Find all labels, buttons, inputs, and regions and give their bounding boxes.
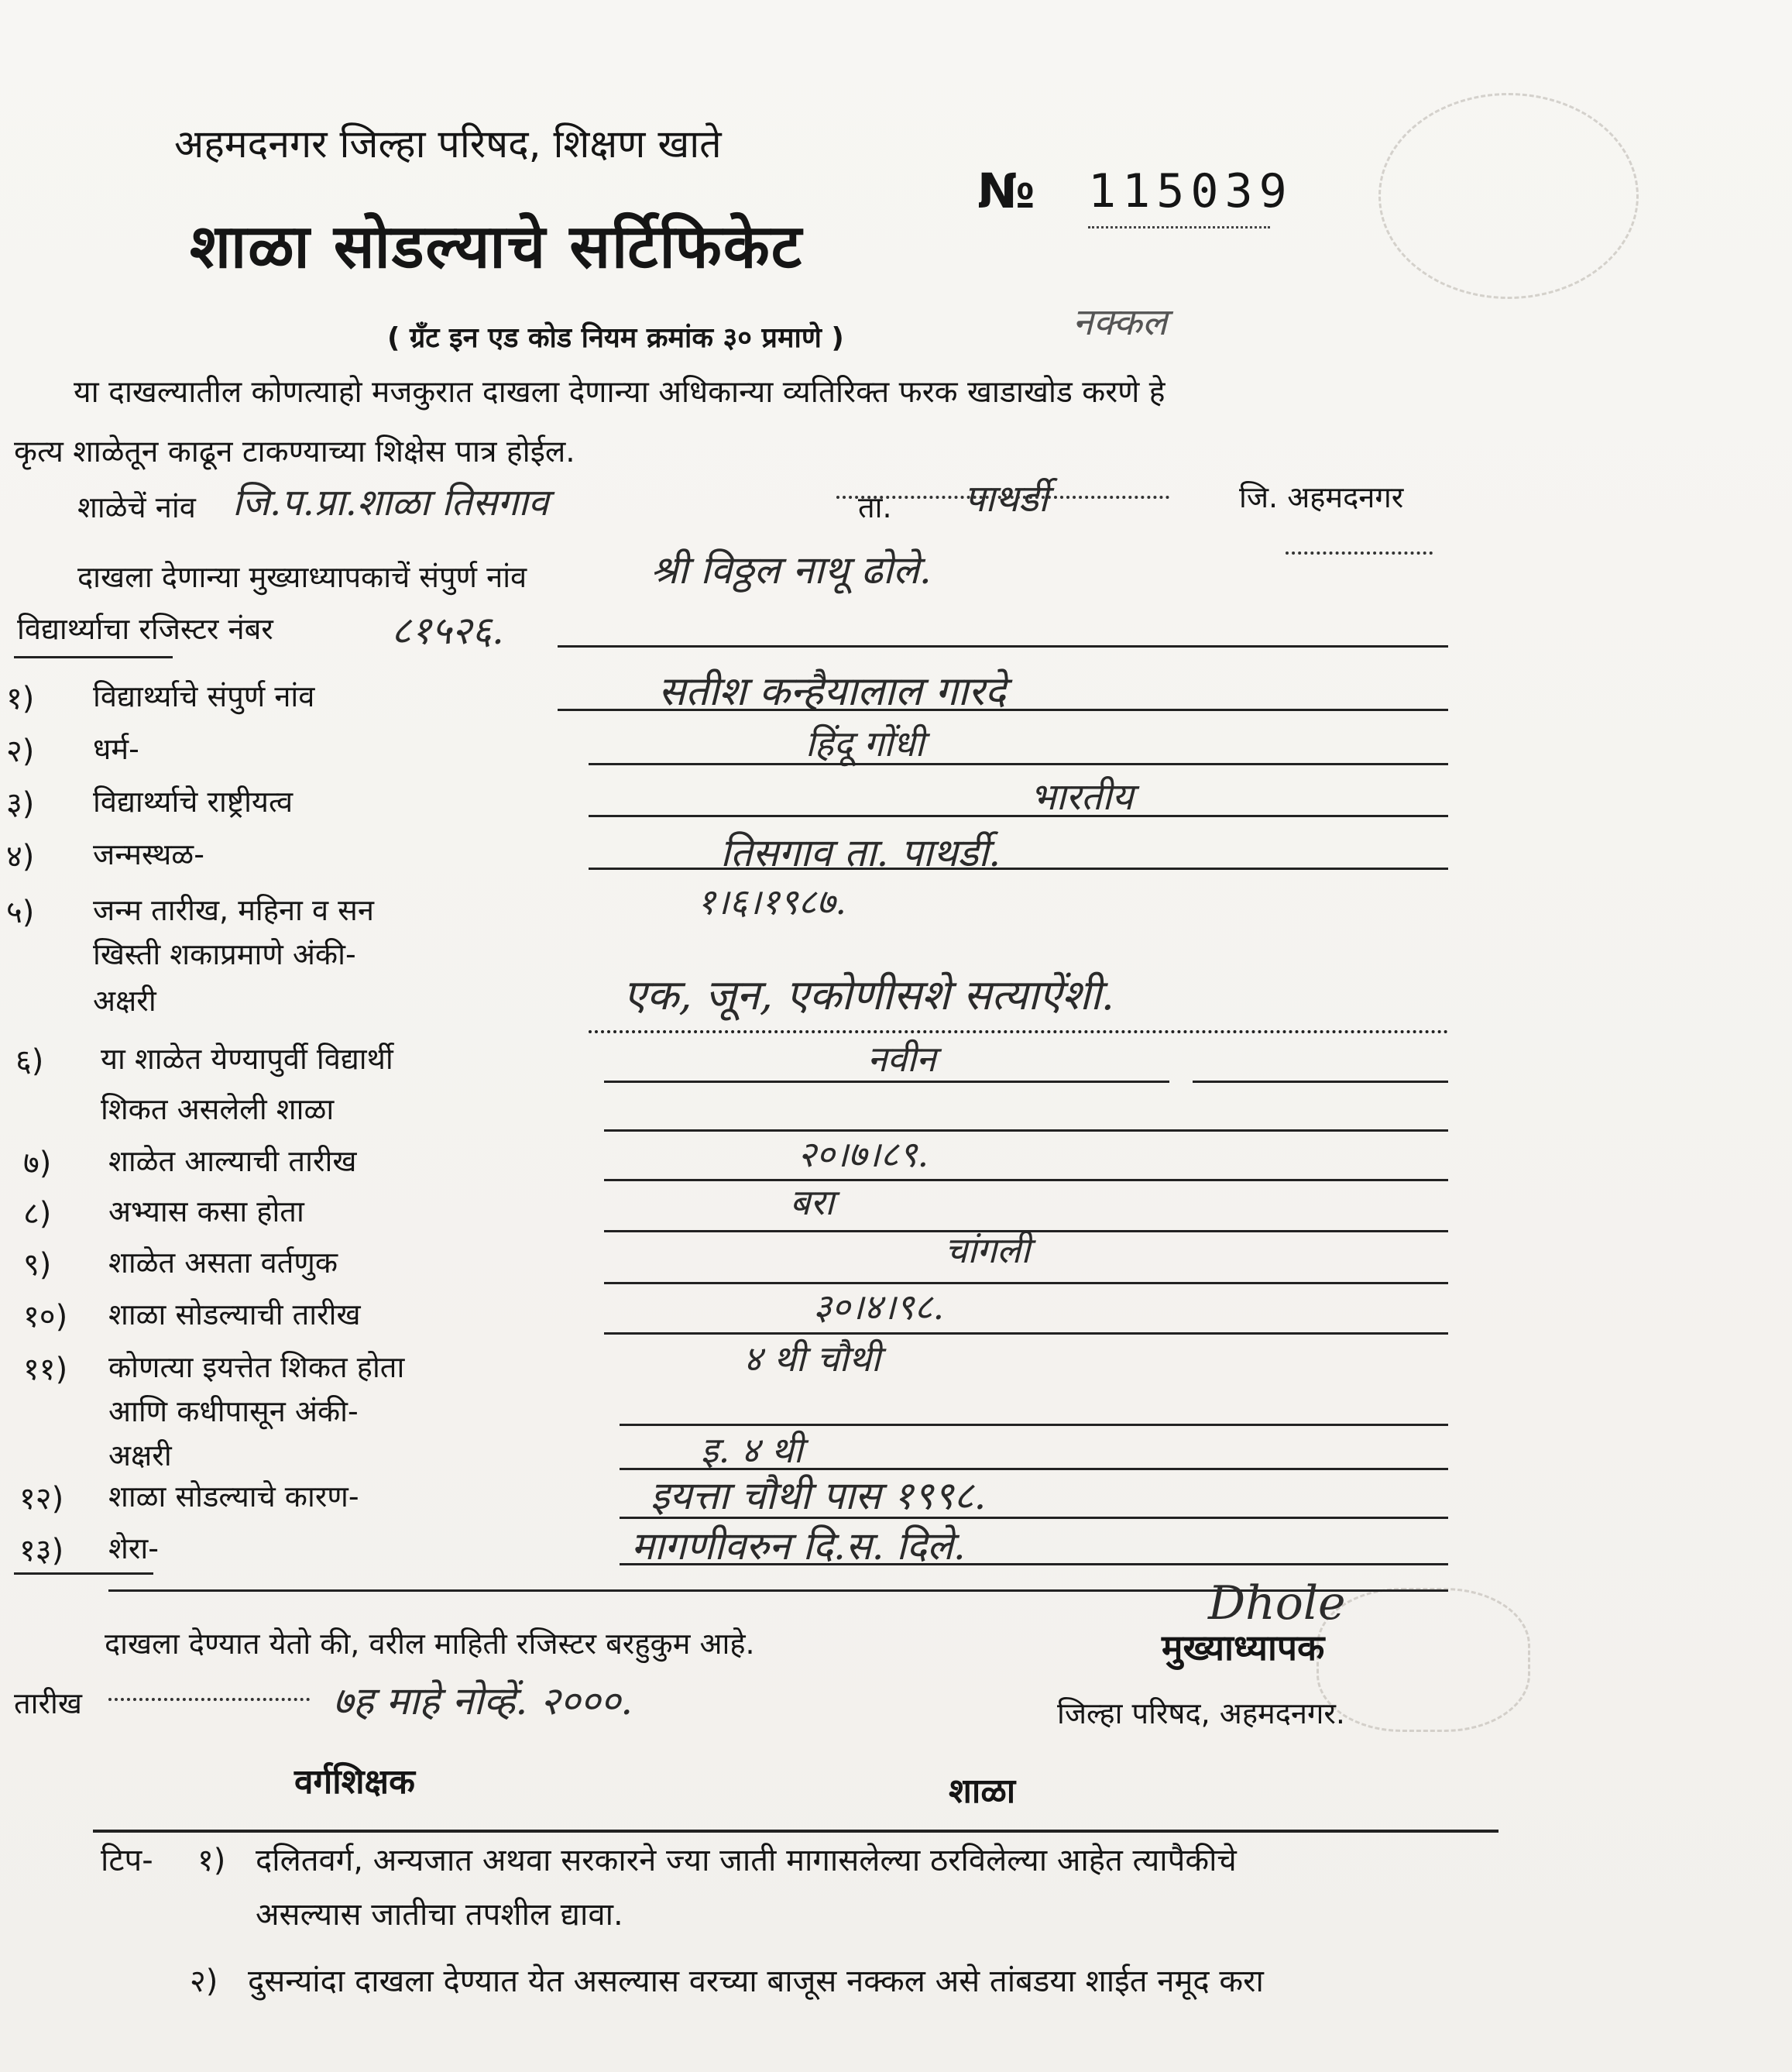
school-label: शाळा	[949, 1771, 1016, 1811]
serial-number: 115039	[1088, 164, 1293, 218]
note-2-line-1: दुसन्यांदा दाखला देण्यात येत असल्यास वरच्या बाजूस नक्कल असे तांबडया शाईत नमूद करा	[248, 1964, 1264, 1999]
field-label-11c: अक्षरी	[108, 1438, 172, 1472]
taluka-label: ता.	[858, 490, 892, 524]
field-label-13: शेरा-	[108, 1531, 159, 1565]
stamp-impression	[1378, 93, 1639, 299]
note-1-line-2: असल्यास जातीचा तपशील द्यावा.	[256, 1897, 623, 1933]
register-number-value: ८१५२६.	[391, 608, 504, 653]
field-num-8: ८)	[23, 1196, 52, 1232]
field-value-3: भारतीय	[1030, 775, 1134, 819]
field-label-10: शाळा सोडल्याची तारीख	[108, 1297, 361, 1332]
field-label-4: जन्मस्थळ-	[93, 837, 204, 871]
field-label-6: या शाळेत येण्यापुर्वी विद्यार्थी	[101, 1042, 393, 1076]
note-2-num: २)	[190, 1964, 218, 1999]
field-value-5b: एक, जून, एकोणीसशे सत्याऐंशी.	[623, 971, 1114, 1019]
note-1-line-1: दलितवर्ग, अन्यजात अथवा सरकारने ज्या जाती मागासलेल्या ठरविलेल्या आहेत त्यापैकीचे	[256, 1843, 1237, 1878]
department-title: अहमदनगर जिल्हा परिषद, शिक्षण खाते	[174, 122, 722, 167]
headmaster-signature: Dhole	[1208, 1576, 1346, 1630]
field-value-13: मागणीवरुन दि.स. दिले.	[631, 1524, 966, 1569]
field-label-5: जन्म तारीख, महिना व सन	[93, 893, 374, 927]
field-label-2: धर्म-	[93, 732, 139, 766]
field-value-7: २०।७।८९.	[798, 1133, 929, 1175]
field-value-12: इयत्ता चौथी पास १९९८.	[651, 1473, 987, 1518]
stamp-impression	[1317, 1588, 1530, 1732]
field-label-5c: अक्षरी	[93, 984, 156, 1018]
class-teacher-label: वर्गशिक्षक	[294, 1762, 415, 1802]
field-num-6: ६)	[15, 1043, 44, 1079]
field-num-1: १)	[6, 681, 35, 716]
field-num-12: १२)	[19, 1481, 64, 1517]
certification-text: दाखला देण्यात येतो की, वरील माहिती रजिस्टर बरहुकुम आहे.	[105, 1627, 755, 1661]
copy-mark: नक्कल	[1073, 301, 1168, 344]
date-label: तारीख	[14, 1686, 82, 1720]
field-value-10: ३०।४।९८.	[813, 1286, 945, 1328]
field-value-9: चांगली	[945, 1229, 1031, 1271]
field-num-4: ४)	[6, 839, 35, 875]
register-number-label: विद्यार्थ्याचा रजिस्टर नंबर	[17, 612, 273, 646]
note-1-num: १)	[197, 1843, 226, 1878]
serial-label: №	[977, 163, 1035, 219]
field-value-6: नवीन	[867, 1038, 936, 1080]
field-label-1: विद्यार्थ्याचे संपुर्ण नांव	[93, 679, 315, 713]
field-value-1: सतीश कन्हैयालाल गारदे	[658, 668, 1007, 715]
school-name-value: जि.प.प्रा.शाळा तिसगाव	[232, 481, 549, 524]
district-label: जि. अहमदनगर	[1239, 480, 1404, 514]
field-num-7: ७)	[23, 1146, 52, 1181]
field-value-8: बरा	[790, 1181, 834, 1223]
field-value-4: तिसगाव ता. पाथर्डी.	[720, 830, 1001, 875]
date-value: ७ह माहे नोव्हें. २०००.	[333, 1679, 633, 1723]
zp-address: जिल्हा परिषद, अहमदनगर.	[1057, 1696, 1346, 1730]
headmaster-name-label: दाखला देणान्या मुख्याध्यापकाचें संपुर्ण नांव	[77, 560, 527, 594]
notes-label: टिप-	[101, 1843, 153, 1878]
warning-line-1: या दाखल्यातील कोणत्याहो मजकुरात दाखला देणान्या अधिकान्या व्यतिरिक्त फरक खाडाखोड करणे हे	[74, 375, 1165, 410]
field-value-2: हिंदू गोंधी	[805, 723, 925, 765]
field-label-5b: खिस्ती शकाप्रमाणे अंकी-	[93, 937, 356, 971]
field-label-12: शाळा सोडल्याचे कारण-	[108, 1479, 359, 1514]
field-value-11: ४ थी चौथी	[743, 1338, 881, 1380]
field-num-3: ३)	[6, 786, 35, 822]
field-label-11b: आणि कधीपासून अंकी-	[108, 1394, 359, 1428]
warning-line-2: कृत्य शाळेतून काढून टाकण्याच्या शिक्षेस पात्र होईल.	[14, 435, 575, 469]
headmaster-title: मुख्याध्यापक	[1162, 1627, 1325, 1668]
school-name-label: शाळेचें नांव	[77, 490, 196, 524]
field-num-13: १३)	[19, 1533, 64, 1569]
field-value-11b: इ. ४ थी	[701, 1429, 803, 1471]
taluka-value: पाथर्डी	[964, 477, 1049, 521]
field-label-11: कोणत्या इयत्तेत शिकत होता	[108, 1350, 405, 1384]
field-label-7: शाळेत आल्याची तारीख	[108, 1144, 357, 1178]
field-num-2: २)	[6, 734, 35, 769]
field-num-11: ११)	[23, 1352, 68, 1387]
field-label-8: अभ्यास कसा होता	[108, 1194, 304, 1228]
field-label-6b: शिकत असलेली शाळा	[101, 1092, 335, 1126]
field-num-10: १०)	[23, 1299, 68, 1335]
field-num-5: ५)	[6, 895, 35, 930]
certificate-title: शाळा सोडल्याचे सर्टिफिकेट	[190, 212, 804, 282]
field-num-9: ९)	[23, 1247, 52, 1283]
rule-reference: ( ग्रँट इन एड कोड नियम क्रमांक ३० प्रमाणे )	[387, 322, 844, 354]
field-value-5: १।६।१९८७.	[697, 881, 847, 923]
headmaster-name-value: श्री विठ्ठल नाथू ढोले.	[651, 548, 932, 593]
field-label-3: विद्यार्थ्याचे राष्ट्रीयत्व	[93, 785, 294, 819]
field-label-9: शाळेत असता वर्तणुक	[108, 1246, 338, 1280]
